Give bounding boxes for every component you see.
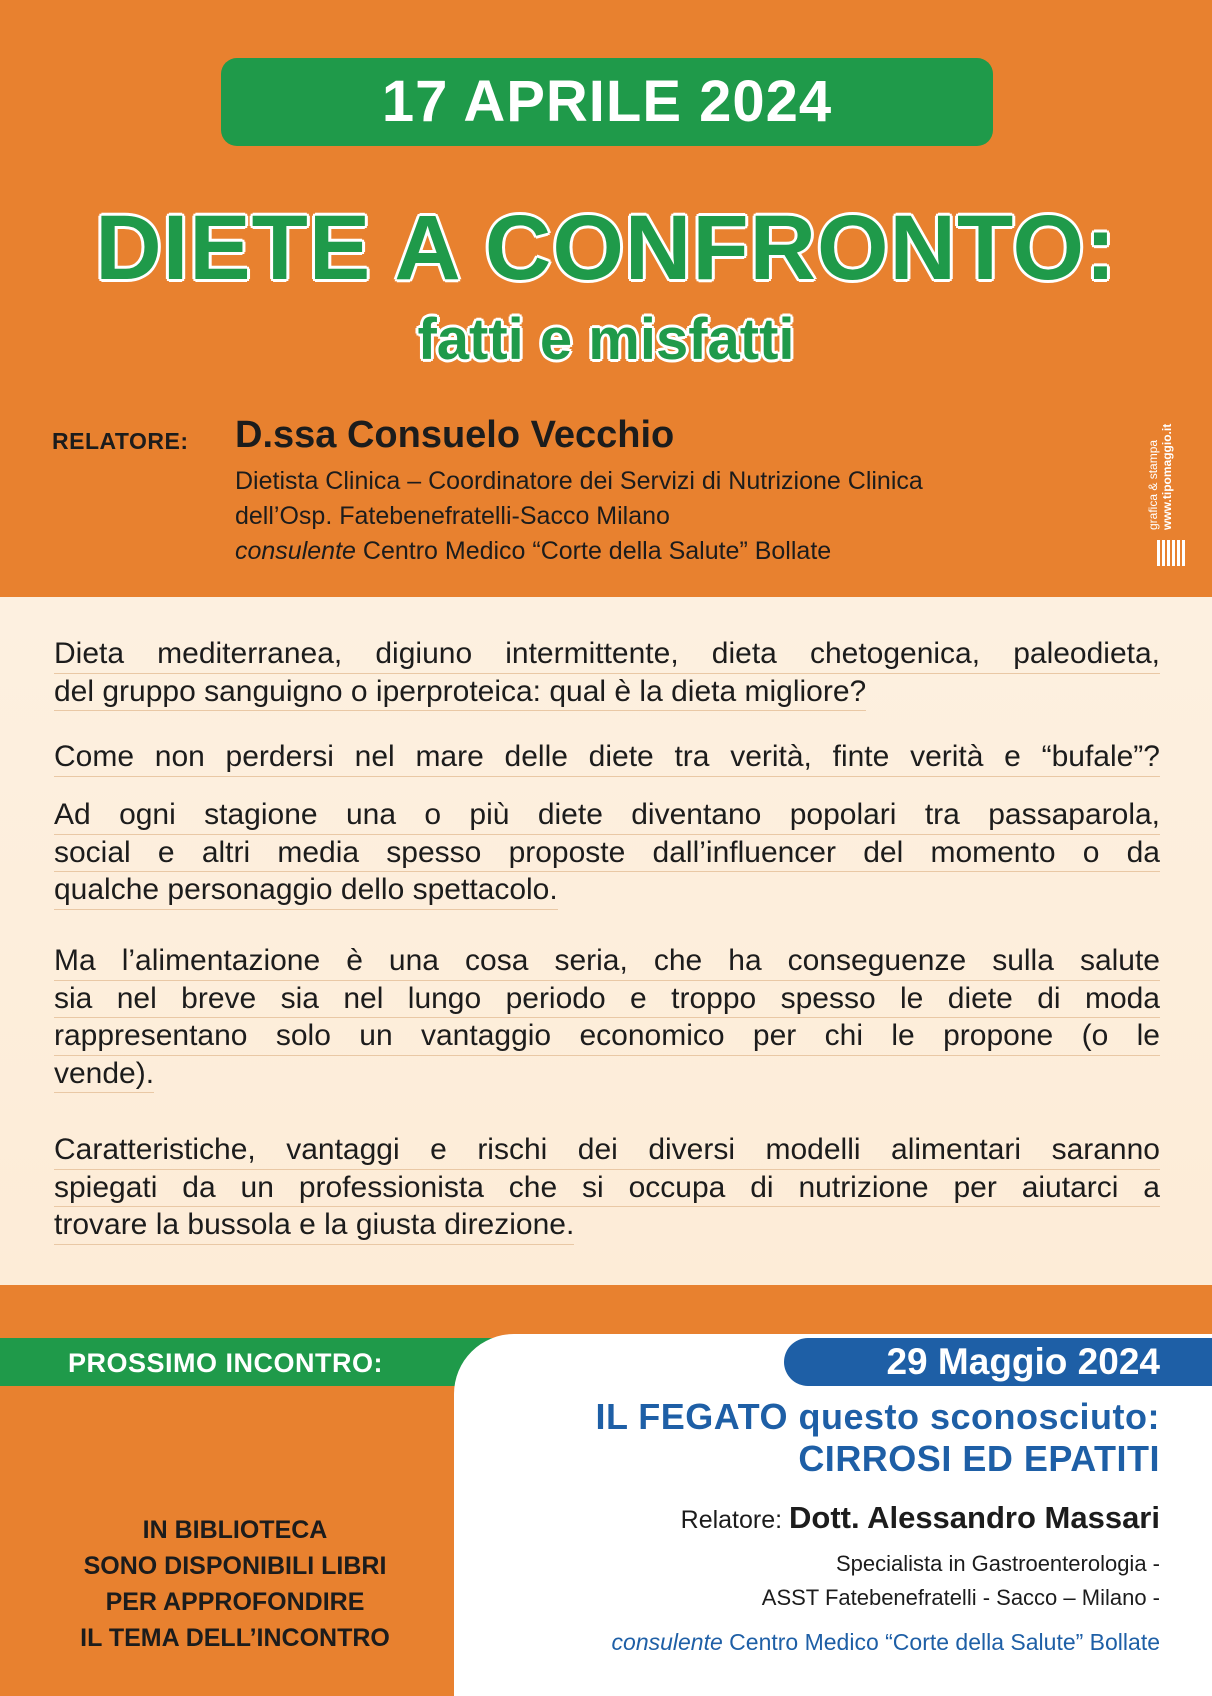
next-speaker-name: Dott. Alessandro Massari: [789, 1500, 1160, 1535]
speaker-label: RELATORE:: [52, 428, 189, 454]
speaker-role: Dietista Clinica – Coordinatore dei Servizi di Nutrizione Clinica: [235, 467, 923, 495]
next-speaker-hospital: ASST Fatebenefratelli - Sacco – Milano -: [761, 1585, 1160, 1610]
next-event-title-line2: CIRROSI ED EPATITI: [798, 1438, 1160, 1479]
paragraph-3: [54, 797, 1160, 910]
next-event-title: [595, 1396, 1160, 1480]
speaker-consultancy-rest: Centro Medico “Corte della Salute” Bollate: [355, 537, 832, 565]
event-date: 17 APRILE 2024: [221, 58, 993, 146]
event-subtitle: fatti e misfatti: [417, 307, 795, 372]
event-title: DIETE A CONFRONTO:: [95, 197, 1117, 299]
printer-credit-url: www.tipomaggio.it: [1160, 423, 1174, 530]
paragraph-line: qualche personaggio dello spettacolo.: [54, 872, 558, 910]
paragraph-line: vende).: [54, 1056, 154, 1094]
printer-credit-line1: grafica & stampa: [1146, 439, 1160, 530]
speaker-hospital: dell’Osp. Fatebenefratelli-Sacco Milano: [235, 502, 670, 530]
paragraph-4: [54, 943, 1160, 1093]
paragraph-line: sia nel breve sia nel lungo periodo e troppo spesso le diete di moda: [54, 981, 1160, 1019]
paragraph-line: Come non perdersi nel mare delle diete tra verità, finte verità e “bufale”?: [54, 739, 1160, 777]
next-event-speaker: [681, 1500, 1160, 1536]
next-speaker-role: Specialista in Gastroenterologia -: [835, 1551, 1160, 1576]
paragraph-line: social e altri media spesso proposte dall’influencer del momento o da: [54, 835, 1160, 873]
paragraph-line: Ad ogni stagione una o più diete diventano popolari tra passaparola,: [54, 797, 1160, 835]
paragraph-line: trovare la bussola e la giusta direzione.: [54, 1207, 574, 1245]
library-line: IN BIBLIOTECA: [142, 1516, 328, 1544]
printer-logo-icon: [1157, 540, 1187, 566]
speaker-name: D.ssa Consuelo Vecchio: [235, 414, 675, 456]
paragraph-line: del gruppo sanguigno o iperproteica: qual è la dieta migliore?: [54, 674, 866, 712]
paragraph-line: rappresentano solo un vantaggio economico per chi le propone (o le: [54, 1018, 1160, 1056]
paragraph-5: [54, 1132, 1160, 1245]
library-notice: [30, 1512, 440, 1656]
next-consultancy-italic: consulente: [611, 1629, 723, 1655]
paragraph-line: Ma l’alimentazione è una cosa seria, che ha conseguenze sulla salute: [54, 943, 1160, 981]
next-event-title-line1: IL FEGATO questo sconosciuto:: [595, 1396, 1160, 1437]
next-event-label: PROSSIMO INCONTRO:: [68, 1348, 384, 1378]
speaker-consultancy-italic: consulente: [235, 537, 356, 565]
paragraph-line: Dieta mediterranea, digiuno intermittente, dieta chetogenica, paleodieta,: [54, 636, 1160, 674]
library-line: PER APPROFONDIRE: [105, 1588, 365, 1616]
library-line: SONO DISPONIBILI LIBRI: [83, 1552, 387, 1580]
next-speaker-label: Relatore:: [680, 1506, 790, 1534]
paragraph-1: [54, 636, 1160, 711]
paragraph-2: [54, 739, 1160, 777]
paragraph-line: spiegati da un professionista che si occupa di nutrizione per aiutarci a: [54, 1170, 1160, 1208]
speaker-consultancy: [235, 537, 831, 566]
next-event-date: 29 Maggio 2024: [784, 1338, 1212, 1386]
printer-credit: [1146, 424, 1174, 530]
paragraph-line: Caratteristiche, vantaggi e rischi dei diversi modelli alimentari saranno: [54, 1132, 1160, 1170]
library-line: IL TEMA DELL’INCONTRO: [80, 1624, 390, 1652]
next-consultancy-rest: Centro Medico “Corte della Salute” Bollate: [722, 1629, 1160, 1655]
next-speaker-consultancy: [612, 1629, 1160, 1656]
